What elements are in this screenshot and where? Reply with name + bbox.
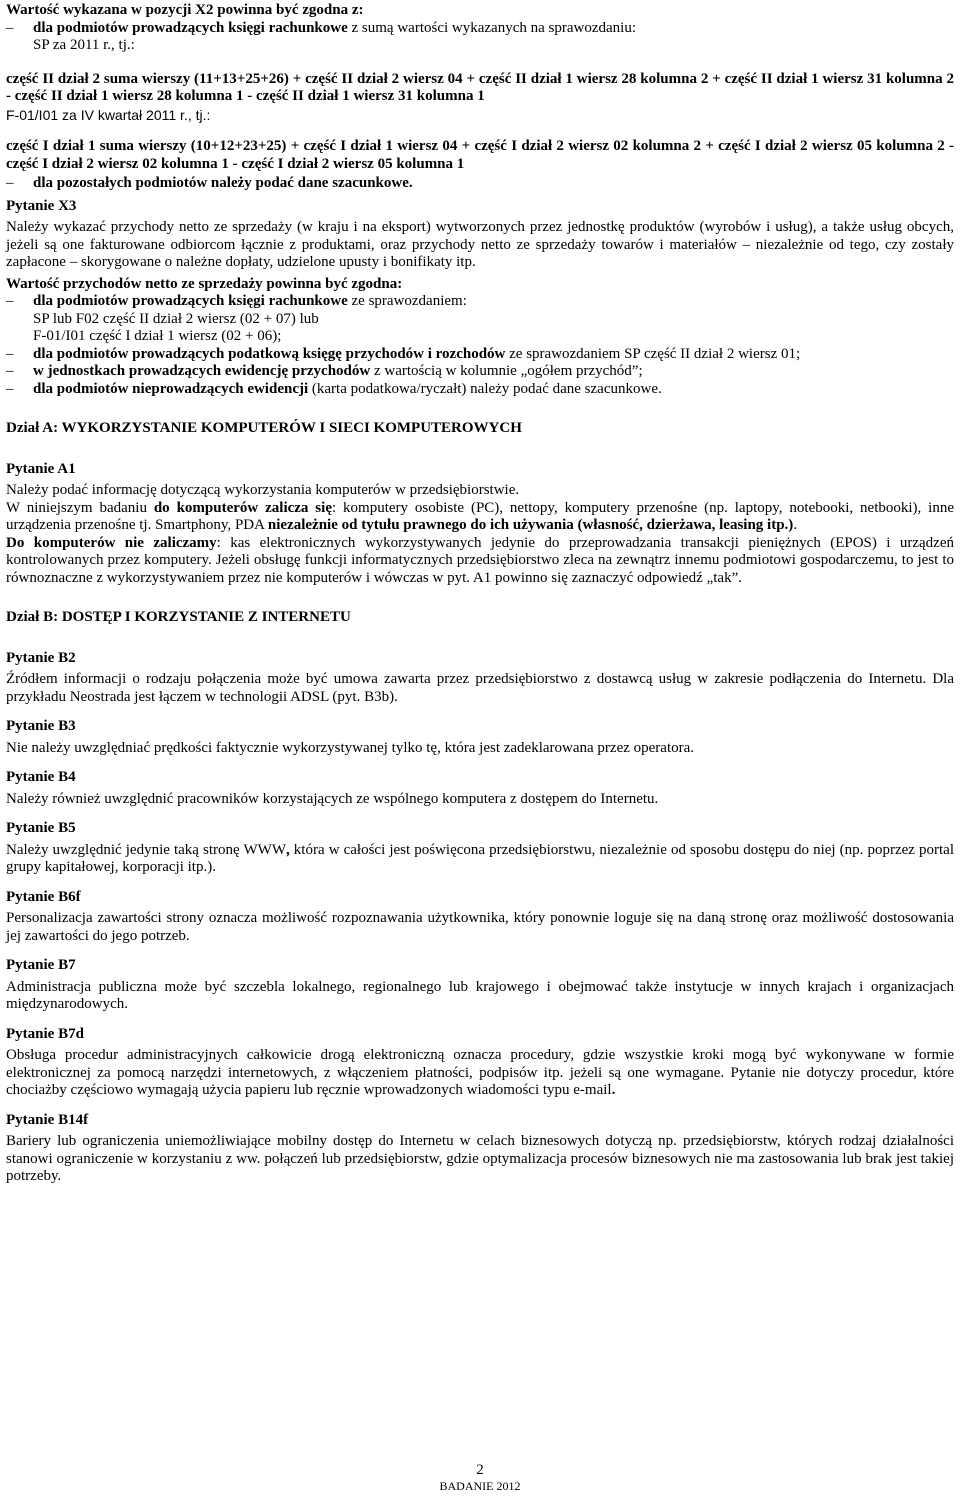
- f01-line: F-01/I01 za IV kwartał 2011 r., tj.:: [6, 106, 211, 123]
- b4-body: Należy również uwzględnić pracowników korzystających ze wspólnego komputera z dostępem do Internetu.: [6, 790, 659, 807]
- b14f-title: Pytanie B14f: [6, 1111, 89, 1128]
- b7d-body: Obsługa procedur administracyjnych całkowicie drogą elektroniczną oznacza procedury, gdzie wszystkie kroki mogą być wykonywane w formie elektronicznej za pomocą narzędzi internetowych, z włączeniem płatności, podpisów itp. jeżeli są one wymagane. Pytanie nie dotyczy procedur, które chociażby częściowo wymagają użycia papieru lub ręcznie wprowadzonych wiadomości typu e-mail.: [6, 1047, 954, 1098]
- document-page: [0, 2, 960, 1497]
- b5-body: Należy uwzględnić jedynie taką stronę WWW, która w całości jest poświęcona przedsiębiorstwu, niezależnie od sposobu dostępu do niej (np. poprzez portal grupy kapitałowej, korporacji itp.).: [6, 841, 954, 875]
- x3-dash-3-text: z wartością w kolumnie „ogółem przychód”;: [370, 363, 643, 379]
- x3-dash-2-bold: dla podmiotów prowadzących podatkową księgę przychodów i rozchodów: [33, 345, 506, 362]
- x3-dash-item-4: – dla podmiotów nieprowadzących ewidencji (karta podatkowa/ryczałt) należy podać dane szacunkowe.: [6, 380, 662, 397]
- x3-dash-4-bold: dla podmiotów nieprowadzących ewidencji: [33, 380, 309, 397]
- x3-dash-item-1: – dla podmiotów prowadzących księgi rachunkowe ze sprawozdaniem:: [6, 293, 467, 309]
- b6f-title: Pytanie B6f: [6, 888, 81, 905]
- x2-heading: Wartość wykazana w pozycji X2 powinna być zgodna z:: [6, 2, 364, 18]
- footer-label: BADANIE 2012: [439, 1479, 521, 1493]
- x3-dash-2-text: ze sprawozdaniem SP część II dział 2 wiersz 01;: [505, 345, 801, 362]
- b2-body: Źródłem informacji o rodzaju połączenia może być umowa zawarta przez przedsiębiorstwo z dostawcą usług w zakresie podłączenia do Internetu. Dla przykładu Neostrada jest łączem w technologii ADSL (pyt. B3b).: [6, 671, 954, 705]
- b2-title: Pytanie B2: [6, 649, 76, 666]
- sp-formula: część II dział 2 suma wierszy (11+13+25+26) + część II dział 2 wiersz 04 + część II dział 1 wiersz 28 kolumna 2 + część II dział 1 wiersz 31 kolumna 2 - część II dział 1 wiersz 28 kolumna 1 - część II dział 1 wiersz 31 kolumna 1: [6, 70, 954, 104]
- page-number: 2: [476, 1462, 484, 1478]
- b3-body: Nie należy uwzględniać prędkości faktycznie wykorzystywanej tylko tę, która jest zadeklarowana przez operatora.: [6, 739, 695, 756]
- a1-title: Pytanie A1: [6, 460, 76, 477]
- section-a-title: Dział A: WYKORZYSTANIE KOMPUTERÓW I SIECI KOMPUTEROWYCH: [6, 420, 522, 436]
- x2-dash-1-bold: dla podmiotów prowadzących księgi rachunkowe: [33, 19, 348, 36]
- b7d-title: Pytanie B7d: [6, 1025, 84, 1042]
- b7-body: Administracja publiczna może być szczebla lokalnego, regionalnego lub krajowego i obejmować także instytucje w innych krajach i organizacjach międzynarodowych.: [6, 978, 954, 1012]
- x3-dash-item-2: – dla podmiotów prowadzących podatkową księgę przychodów i rozchodów ze sprawozdaniem SP część II dział 2 wiersz 01;: [6, 345, 801, 362]
- x3-body: Należy wykazać przychody netto ze sprzedaży (w kraju i na eksport) wytworzonych przez jednostkę produktów (wyrobów i usług), a także usług obcych, jeżeli są one fakturowane odbiorcom łącznie z produktami, oraz przychody netto ze sprzedaży towarów i materiałów – niezależnie od tego, czy zostały zapłacone – skorygowane o należne dopłaty, udzielone upusty i bonifikaty itp.: [6, 219, 954, 270]
- x3-dash-1-line2: SP lub F02 część II dział 2 wiersz (02 + 07) lub: [33, 310, 319, 327]
- x2-dash-1-text: z sumą wartości wykazanych na sprawozdaniu:: [347, 19, 636, 36]
- sp-line: SP za 2011 r., tj.:: [33, 37, 135, 53]
- b4-title: Pytanie B4: [6, 769, 76, 785]
- x3-dash-1-text: ze sprawozdaniem:: [347, 293, 467, 309]
- x2-dash-item-1: – dla podmiotów prowadzących księgi rachunkowe z sumą wartości wykazanych na sprawozdaniu:: [6, 19, 636, 36]
- x3-dash-item-3: – w jednostkach prowadzących ewidencję przychodów z wartością w kolumnie „ogółem przychód”;: [6, 363, 643, 379]
- b3-title: Pytanie B3: [6, 718, 76, 734]
- x2-dash-2-text: dla pozostałych podmiotów należy podać dane szacunkowe.: [33, 175, 413, 191]
- b14f-body: Bariery lub ograniczenia uniemożliwiające mobilny dostęp do Internetu w celach biznesowych dotyczą np. przedsiębiorstw, których rodzaj działalności stanowi ograniczenie w korzystaniu z ww. połączeń lub przedsiębiorstw, gdzie optymalizacja procesów biznesowych nie ma zastosowania lub brak jest takiej potrzeby.: [6, 1133, 954, 1184]
- x3-dash-1-line3: F-01/I01 część I dział 1 wiersz (02 + 06);: [33, 328, 282, 344]
- f01-formula: część I dział 1 suma wierszy (10+12+23+25) + część I dział 1 wiersz 04 + część I dział 2 wiersz 02 kolumna 2 + część I dział 2 wiersz 05 kolumna 2 - część I dział 2 wiersz 02 kolumna 1 - część I dział 2 wiersz 05 kolumna 1: [6, 138, 954, 172]
- x3-subhead: Wartość przychodów netto ze sprzedaży powinna być zgodna:: [6, 275, 403, 292]
- a1-paragraph-3: Do komputerów nie zaliczamy: kas elektronicznych wykorzystywanych jedynie do przeprowadzania transakcji pieniężnych (EPOS) i urządzeń kontrolowanych przez komputery. Jeżeli obsługę funkcji informatycznych przedsiębiorstwo zleca na zewnątrz innemu podmiotowi gospodarczemu, to jest to równoznaczne z wykorzystywaniem przez nie komputerów i wówczas w pyt. A1 powinno się zaznaczyć odpowiedź „tak”.: [6, 534, 954, 586]
- a1-paragraph-1: Należy podać informację dotyczącą wykorzystania komputerów w przedsiębiorstwie.: [6, 482, 520, 498]
- x3-dash-3-bold: w jednostkach prowadzących ewidencję przychodów: [33, 363, 371, 379]
- b7-title: Pytanie B7: [6, 957, 76, 973]
- b6f-body: Personalizacja zawartości strony oznacza możliwość rozpoznawania użytkownika, który ponownie loguje się na daną stronę oraz możliwość dostosowania jej zawartości do jego potrzeb.: [6, 910, 954, 944]
- x3-dash-4-text: (karta podatkowa/ryczałt) należy podać dane szacunkowe.: [308, 380, 662, 397]
- x3-title: Pytanie X3: [6, 197, 77, 214]
- a1-paragraph-2: W niniejszym badaniu do komputerów zalicza się: komputery osobiste (PC), nettopy, komputery przenośne (np. laptopy, notebooki, netbooki), inne urządzenia przenośne tj. Smartphony, PDA niezależnie od tytułu prawnego do ich używania (własność, dzierżawa, leasing itp.).: [6, 499, 954, 533]
- x2-dash-item-2: – dla pozostałych podmiotów należy podać dane szacunkowe.: [6, 175, 954, 193]
- b5-title: Pytanie B5: [6, 820, 76, 836]
- x3-dash-1-bold: dla podmiotów prowadzących księgi rachunkowe: [33, 293, 348, 309]
- section-b-title: Dział B: DOSTĘP I KORZYSTANIE Z INTERNETU: [6, 609, 351, 625]
